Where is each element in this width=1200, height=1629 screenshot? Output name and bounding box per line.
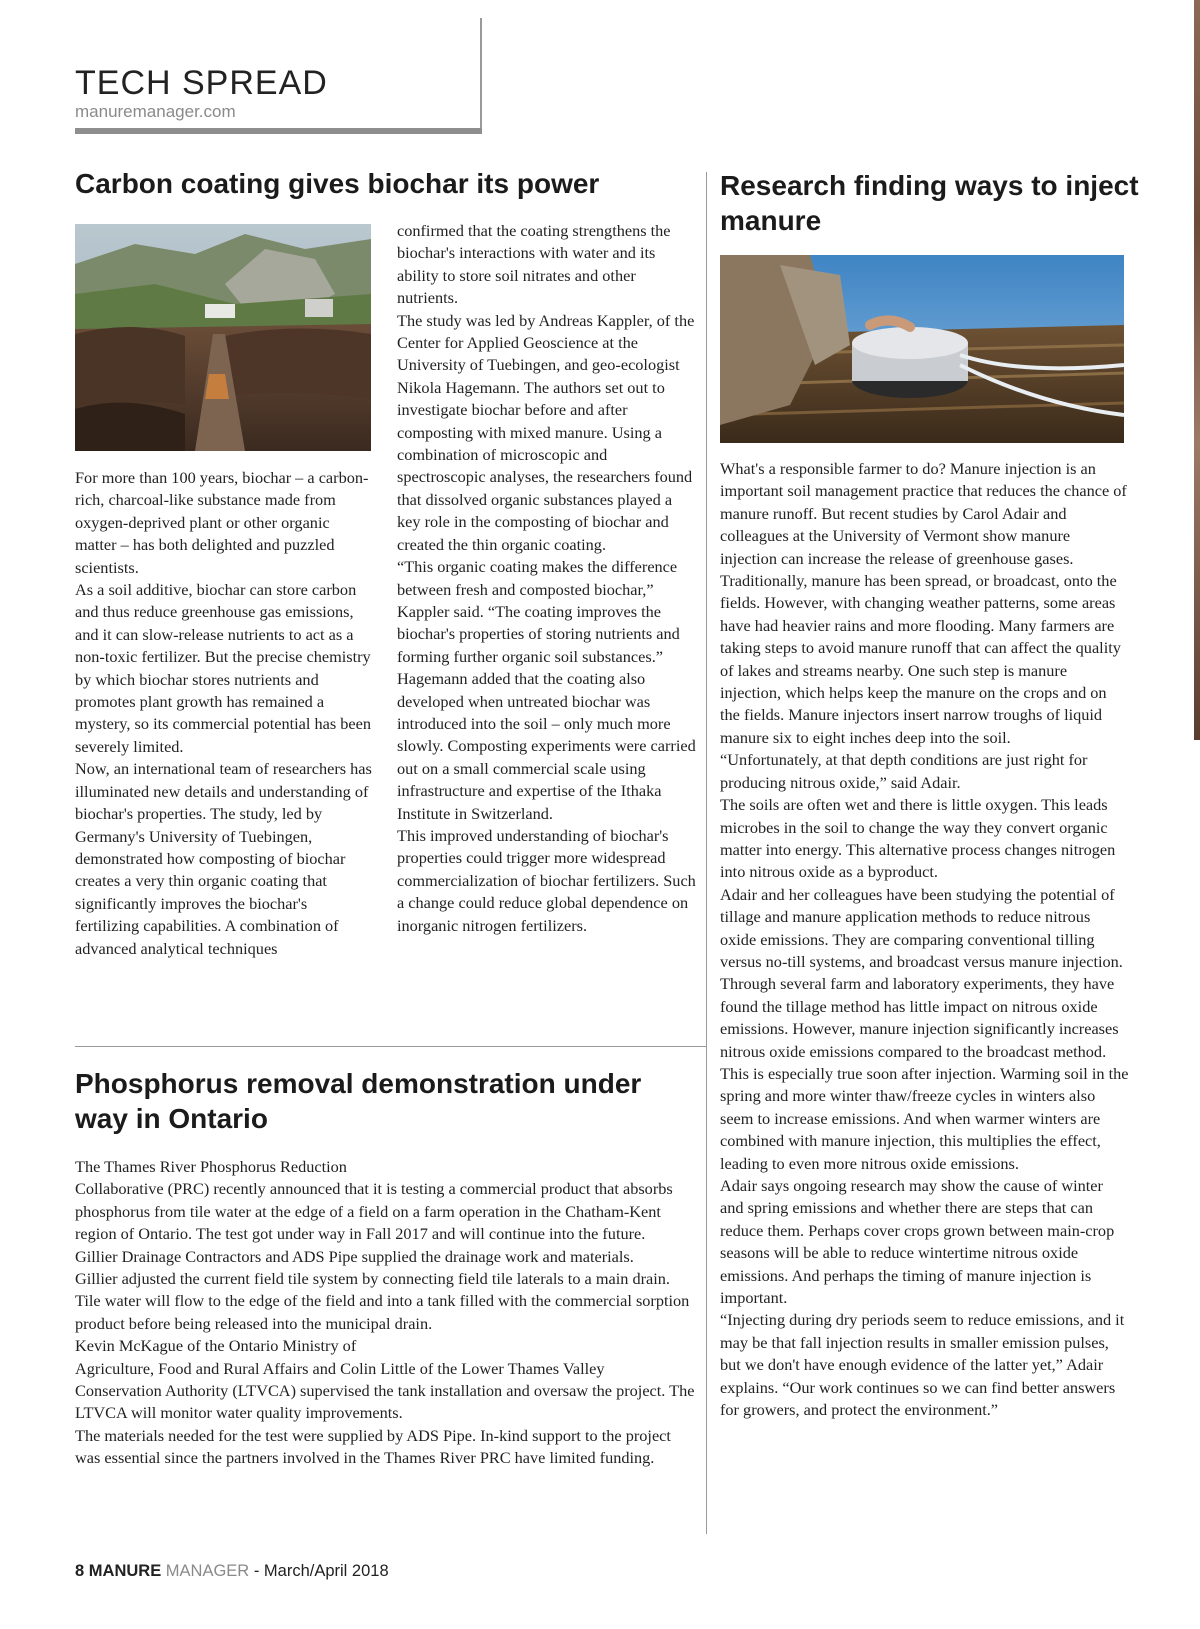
biochar-paragraph: “This organic coating makes the difference between fresh and composted biochar,” Kappler said. “The coating improves the biochar's properties of storing nutrients and forming further organic soil substances.”: [397, 557, 680, 666]
injection-paragraph: The soils are often wet and there is little oxygen. This leads microbes in the soil to change the way they convert organic matter into energy. This alternative process changes nitrogen into nitrous oxide as a byproduct.: [720, 795, 1116, 882]
section-title: TECH SPREAD: [75, 64, 328, 102]
injection-headline: Research finding ways to inject manure: [720, 170, 1139, 236]
biochar-paragraph: For more than 100 years, biochar – a carbon-rich, charcoal-like substance made from oxygen-deprived plant or other organic matter – has both delighted and puzzled scientists.: [75, 468, 369, 577]
phosphorus-paragraph: The Thames River Phosphorus Reduction: [75, 1157, 347, 1176]
phosphorus-paragraph: Gillier adjusted the current field tile system by connecting field tile laterals to a main drain. Tile water will flow to the edge of the field and into a tank filled with the commercial sorption product before being released into the municipal drain.: [75, 1269, 690, 1333]
biochar-paragraph: The study was led by Andreas Kappler, of the Center for Applied Geoscience at the University of Tuebingen, and geo-ecologist Nikola Hagemann. The authors set out to investigate biochar before and after composting with mixed manure. Using a combination of microscopic and spectroscopic analyses, the researchers found that dissolved organic substances played a key role in the composting of biochar and created the thin organic coating.: [397, 310, 695, 554]
injection-paragraph: Adair and her colleagues have been studying the potential of tillage and manure application methods to reduce nitrous oxide emissions. They are comparing conventional tilling versus no-till systems, and broadcast versus manure injection.: [720, 884, 1123, 971]
phosphorus-paragraph: Gillier Drainage Contractors and ADS Pipe supplied the drainage work and materials.: [75, 1246, 634, 1266]
header-horizontal-rule: [75, 128, 482, 134]
phosphorus-paragraph: Kevin McKague of the Ontario Ministry of: [75, 1336, 357, 1356]
phosphorus-headline: Phosphorus removal demonstration under way in Ontario: [75, 1068, 642, 1134]
manure-injection-field-photo: [720, 255, 1124, 443]
injection-paragraph: “Injecting during dry periods seem to reduce emissions, and it may be that fall injection results in smaller emission pulses, but we don't have enough evidence of the latter yet,” Adair explains. “Our work continues so we can find better answers for growers, and protect the environment.”: [720, 1310, 1125, 1420]
biochar-body-column-2: [397, 220, 697, 937]
brand-light: MANAGER: [165, 1562, 250, 1580]
injection-body: [720, 458, 1130, 1421]
injection-paragraph: “Unfortunately, at that depth conditions are just right for producing nitrous oxide,” said Adair.: [720, 750, 1088, 792]
brand-bold: MANURE: [88, 1562, 162, 1580]
injection-paragraph: Traditionally, manure has been spread, or broadcast, onto the fields. However, with changing weather patterns, some areas have had heavier rains and more flooding. Many farmers are taking steps to avoid manure runoff that can affect the quality of lakes and streams nearby. One such step is manure injection, which helps keep the manure on the crops and on the fields. Manure injectors insert narrow troughs of liquid manure six to eight inches deep into the soil.: [720, 571, 1121, 747]
biochar-paragraph: confirmed that the coating strengthens the biochar's interactions with water and its ability to store soil nitrates and other nutrients.: [397, 221, 671, 308]
site-url[interactable]: manuremanager.com: [75, 102, 236, 121]
phosphorus-paragraph: The materials needed for the test were supplied by ADS Pipe. In-kind support to the project was essential since the partners involved in the Thames River PRC have limited funding.: [75, 1425, 671, 1468]
biochar-headline: Carbon coating gives biochar its power: [75, 168, 600, 199]
phosphorus-paragraph: Agriculture, Food and Rural Affairs and Colin Little of the Lower Thames Valley Conservation Authority (LTVCA) supervised the tank installation and oversaw the project. The LTVCA will monitor water quality improvements.: [75, 1358, 695, 1423]
issue-date: - March/April 2018: [253, 1562, 389, 1580]
phosphorus-body: [75, 1156, 695, 1470]
section-divider: [75, 1046, 706, 1047]
page-footer: [75, 1562, 389, 1581]
phosphorus-paragraph: Collaborative (PRC) recently announced that it is testing a commercial product that absorbs phosphorus from tile water at the edge of a field on a farm operation in the Chatham-Kent region of Ontario. The test got under way in Fall 2017 and will continue into the future.: [75, 1179, 673, 1244]
injection-paragraph: Through several farm and laboratory experiments, they have found the tillage method has little impact on nitrous oxide emissions. However, manure injection significantly increases nitrous oxide emissions compared to the broadcast method. This is especially true soon after injection. Warming soil in the spring and more winter thaw/freeze cycles in winters also seem to increase emissions. And when warmer winters are combined with manure injection, this multiplies the effect, leading to even more nitrous oxide emissions.: [720, 974, 1129, 1173]
column-divider: [706, 172, 707, 1534]
page-number: 8: [75, 1562, 85, 1580]
biochar-paragraph: Hagemann added that the coating also developed when untreated biochar was introduced into the soil – only much more slowly. Composting experiments were carried out on a small commercial scale using infrastructure and expertise of the Ithaka Institute in Switzerland.: [397, 669, 696, 823]
biochar-body-column-1: [75, 467, 375, 960]
biochar-compost-field-photo: [75, 224, 371, 451]
biochar-paragraph: As a soil additive, biochar can store carbon and thus reduce greenhouse gas emissions, and it can slow-release nutrients to act as a non-toxic fertilizer. But the precise chemistry by which biochar stores nutrients and promotes plant growth has remained a mystery, so its commercial potential has been severely limited.: [75, 580, 371, 756]
injection-paragraph: What's a responsible farmer to do? Manure injection is an important soil management practice that reduces the chance of manure runoff. But recent studies by Carol Adair and colleagues at the University of Vermont show manure injection can increase the release of greenhouse gases.: [720, 459, 1127, 568]
biochar-paragraph: Now, an international team of researchers has illuminated new details and understanding of biochar's properties. The study, led by Germany's University of Tuebingen, demonstrated how composting of biochar creates a very thin organic coating that significantly improves the biochar's fertilizing capabilities. A combination of advanced analytical techniques: [75, 759, 372, 958]
header-vertical-rule: [480, 18, 482, 134]
edge-photo-sliver: [1194, 0, 1200, 740]
biochar-paragraph: This improved understanding of biochar's properties could trigger more widespread commercialization of biochar fertilizers. Such a change could reduce global dependence on inorganic nitrogen fertilizers.: [397, 825, 696, 935]
injection-paragraph: Adair says ongoing research may show the cause of winter and spring emissions and whether there are steps that can reduce them. Perhaps cover crops grown between main-crop seasons will be able to reduce wintertime nitrous oxide emissions. And perhaps the timing of manure injection is important.: [720, 1176, 1115, 1308]
